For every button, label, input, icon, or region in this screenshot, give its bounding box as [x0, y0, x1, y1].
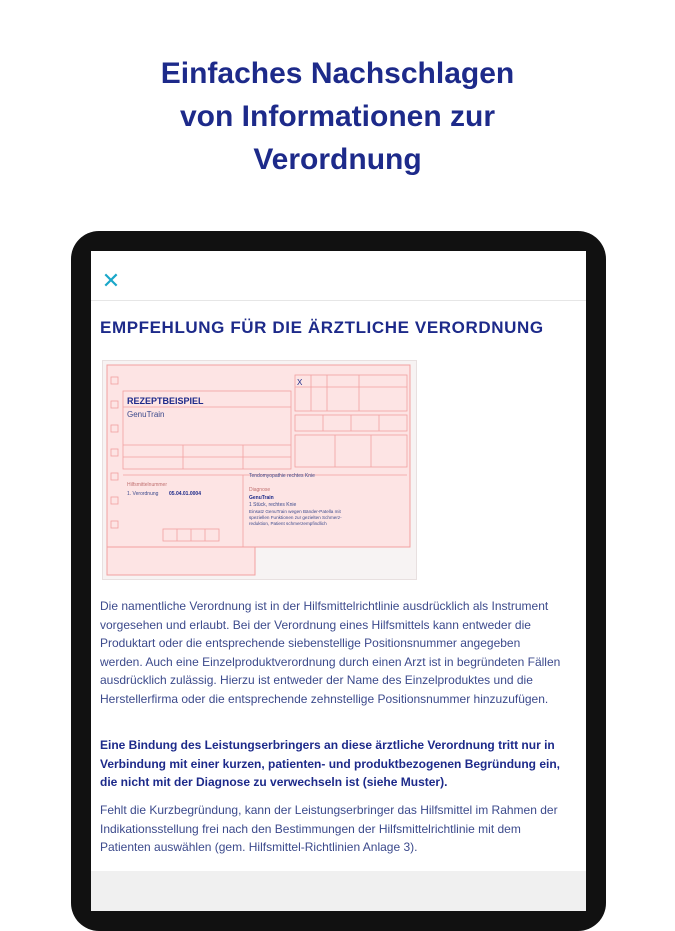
headline	[0, 52, 675, 181]
close-button[interactable]	[97, 267, 125, 295]
rx-side-label: Tendomyopathie rechtes Knie	[249, 473, 315, 479]
headline-line-3: Verordnung	[253, 143, 422, 176]
rx-date: 05.04.01.0004	[169, 491, 201, 497]
rx-diagnosis-product: GenuTrain	[249, 495, 274, 501]
header-divider	[91, 300, 586, 301]
rx-product: GenuTrain	[127, 410, 165, 419]
paragraph-2: Eine Bindung des Leistungserbringers an diese ärztliche Verordnung tritt nur in Verbindung mit einer kurzen, patienten- und produktbezogenen Begründung ein, die nicht mit der Diagnose zu verwechseln ist (siehe Muster).	[100, 738, 561, 789]
rx-aid-line: 1. Verordnung	[127, 491, 159, 497]
rx-title: REZEPTBEISPIEL	[127, 396, 204, 406]
rx-diagnosis-label: Diagnose	[249, 487, 271, 493]
paragraph-1: Die namentliche Verordnung ist in der Hilfsmittelrichtlinie ausdrücklich als Instrument vorgesehen und erlaubt. Bei der Verordnung eines Hilfsmittels kann entweder die Produktart oder die entsprechende siebenstellige Positionsnummer angegeben werden. Auch eine Einzelproduktverordnung durch einen Arzt ist in begründeten Fällen ausdrücklich zulässig. Hierzu ist entweder der Name des Einzelproduktes und die Herstellerfirma oder die entsprechende zehnstellige Positionsnummer hinzuzufügen.	[100, 599, 561, 706]
headline-line-2: von Informationen zur	[180, 100, 495, 133]
prescription-form	[103, 361, 416, 579]
bottom-band	[91, 871, 586, 911]
prescription-example-image	[102, 360, 417, 580]
app-screen	[91, 251, 586, 911]
rx-reason-2: speziellen Funktionen zur gezielten Schmerz-	[249, 515, 342, 520]
check-mark: X	[297, 378, 303, 387]
rx-aid-label: Hilfsmittelnummer	[127, 482, 168, 488]
rx-reason-1: Einsatz GenuTrain wegen Bänder-Patella mit	[249, 509, 341, 514]
headline-line-1: Einfaches Nachschlagen	[160, 57, 515, 90]
close-icon: ✕	[101, 268, 121, 293]
rx-diagnosis-detail: 1 Stück, rechtes Knie	[249, 502, 297, 508]
rx-reason-3: reduktion, Patient schmerzempfindlich	[249, 521, 327, 526]
paragraph-3: Fehlt die Kurzbegründung, kann der Leistungserbringer das Hilfsmittel im Rahmen der Indikationsstellung frei nach den Bestimmungen der Hilfsmittelrichtlinie mit dem Patienten auswählen (gem. Hilfsmittel-Richtlinien Anlage 3).	[100, 803, 558, 854]
section-title: EMPFEHLUNG FÜR DIE ÄRZTLICHE VERORDNUNG	[100, 318, 544, 337]
